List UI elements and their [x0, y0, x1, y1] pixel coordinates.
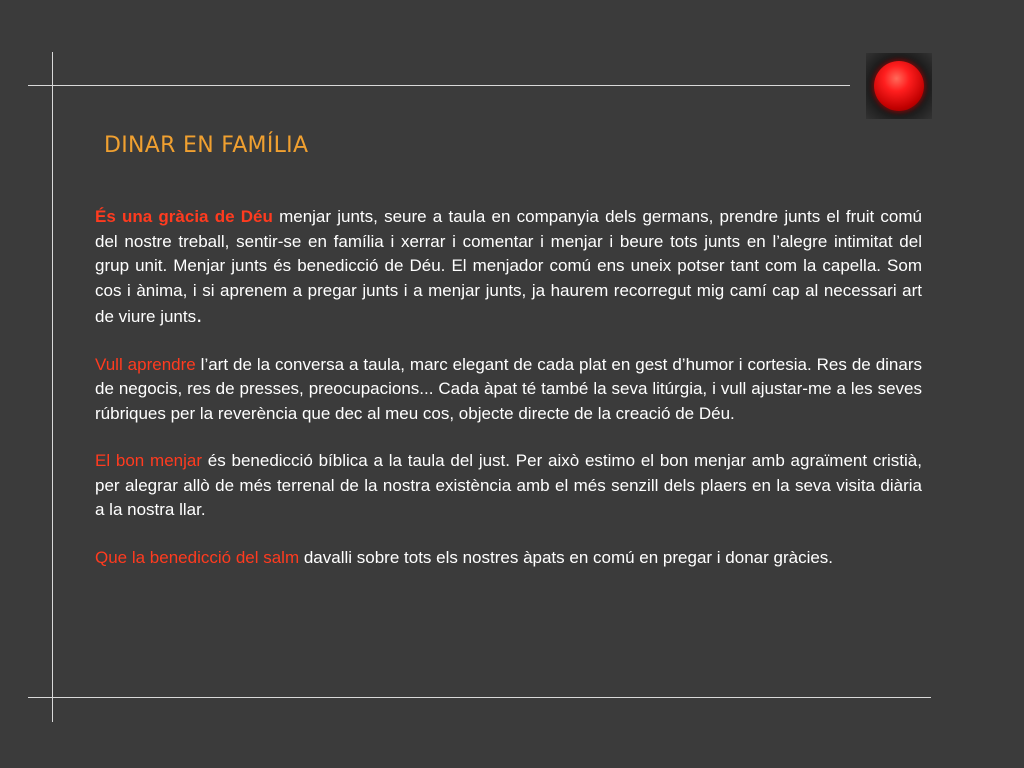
- paragraph-3-lead: El bon menjar: [95, 451, 202, 470]
- bottom-rule: [28, 697, 931, 698]
- top-rule: [28, 85, 850, 86]
- paragraph-3: [95, 449, 922, 523]
- paragraph-1-lead: És una gràcia de Déu: [95, 207, 273, 226]
- slide-title: DINAR EN FAMÍLIA: [104, 133, 309, 158]
- left-rule: [52, 52, 53, 722]
- paragraph-1-end: .: [196, 302, 203, 327]
- paragraph-3-text: és benedicció bíblica a la taula del just. Per això estimo el bon menjar amb agraïment cristià, per alegrar allò de més terrenal de la nostra existència amb el més senzill dels plaers en la seva visita diària a la nostra llar.: [95, 451, 922, 519]
- red-button-icon[interactable]: [866, 53, 932, 119]
- paragraph-4: [95, 546, 922, 571]
- slide-body: [95, 205, 922, 593]
- paragraph-2-text: l’art de la conversa a taula, marc elegant de cada plat en gest d’humor i cortesia. Res de dinars de negocis, res de presses, preocupacions... Cada àpat té també la seva litúrgia, i vull ajustar-me a les seves rúbriques per la reverència que dec al meu cos, objecte directe de la creació de Déu.: [95, 354, 922, 423]
- paragraph-4-text: davalli sobre tots els nostres àpats en comú en pregar i donar gràcies.: [299, 547, 834, 567]
- paragraph-1: [95, 205, 922, 330]
- paragraph-2-lead: Vull aprendre: [95, 354, 196, 374]
- paragraph-1-text: menjar junts, seure a taula en companyia dels germans, prendre junts el fruit comú del nostre treball, sentir-se en família i xerrar i comentar i menjar i beure tots junts en l’alegre intimitat del grup unit. Menjar junts és benedicció de Déu. El menjador comú ens uneix potser tant com la capella. Som cos i ànima, i si aprenem a pregar junts i a menjar junts, ja haurem recorregut mig camí cap al necessari art de viure junts: [95, 207, 922, 326]
- red-ball-icon: [874, 61, 924, 111]
- paragraph-2: [95, 353, 922, 427]
- paragraph-4-lead: Que la benedicció del salm: [95, 547, 300, 567]
